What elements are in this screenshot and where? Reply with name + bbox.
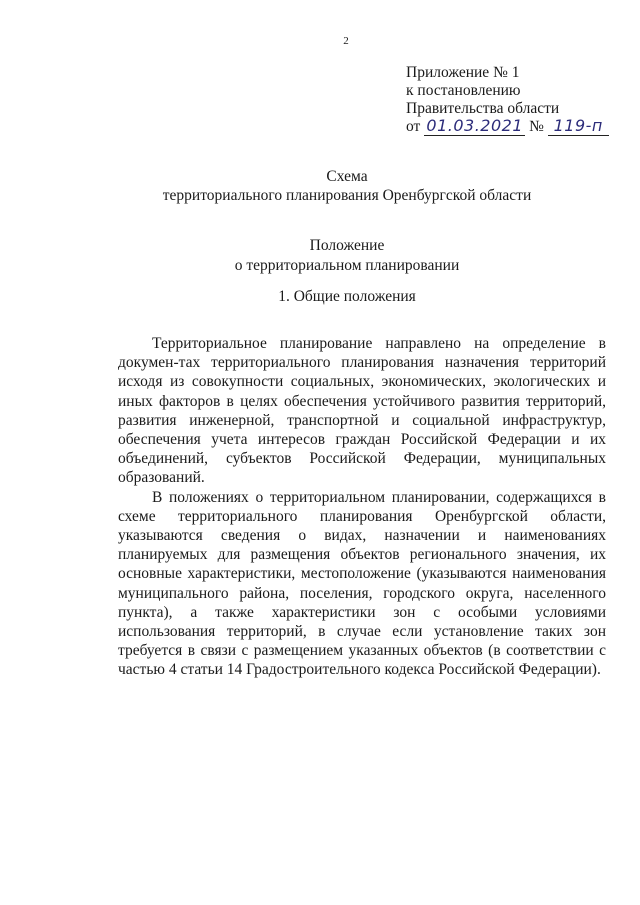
- number-field: [548, 118, 609, 136]
- appendix-date-row: [406, 118, 609, 136]
- date-handwritten: 01.03.2021: [426, 116, 523, 135]
- number-handwritten: 119-п: [553, 116, 603, 135]
- heading-line-1: Схема: [326, 168, 368, 185]
- appendix-line-2: к постановлению: [406, 82, 521, 99]
- paragraph-2: В положениях о территориальном планировании, содержащихся в схеме территориального планирования Оренбургской области, указываются сведения о видах, назначении и наименованиях планируемых для размещения объектов регионального значения, их основные характеристики, местоположение (указываются наименования муниципального района, поселения, городского округа, населенного пункта), а также характеристики зон с особыми условиями использования территорий, в случае если установление таких зон требуется в связи с размещением указанных объектов (в соответствии с частью 4 статьи 14 Градостроительного кодекса Российской Федерации).: [118, 488, 606, 679]
- subheading-line-1: Положение: [309, 237, 385, 254]
- number-label: №: [529, 118, 544, 135]
- appendix-line-3: Правительства области: [406, 100, 560, 117]
- page-number: 2: [343, 35, 349, 47]
- date-field: [424, 118, 525, 136]
- appendix-block: [406, 64, 609, 136]
- appendix-line-1: Приложение № 1: [406, 64, 520, 81]
- section-title: 1. Общие положения: [278, 288, 416, 305]
- paragraph-1: Территориальное планирование направлено на определение в докумен-тах территориального планирования назначения территорий исходя из совокупности социальных, экономических, экологических и иных факторов в целях обеспечения устойчивого развития территорий, развития инженерной, транспортной и социальной инфраструктур, обеспечения учета интересов граждан Российской Федерации и их объединений, субъектов Российской Федерации, муниципальных образований.: [118, 335, 606, 487]
- body-text: [118, 334, 606, 680]
- from-label: от: [406, 118, 421, 135]
- subheading-line-2: о территориальном планировании: [234, 257, 460, 274]
- heading-line-2: территориального планирования Оренбургской области: [162, 187, 532, 204]
